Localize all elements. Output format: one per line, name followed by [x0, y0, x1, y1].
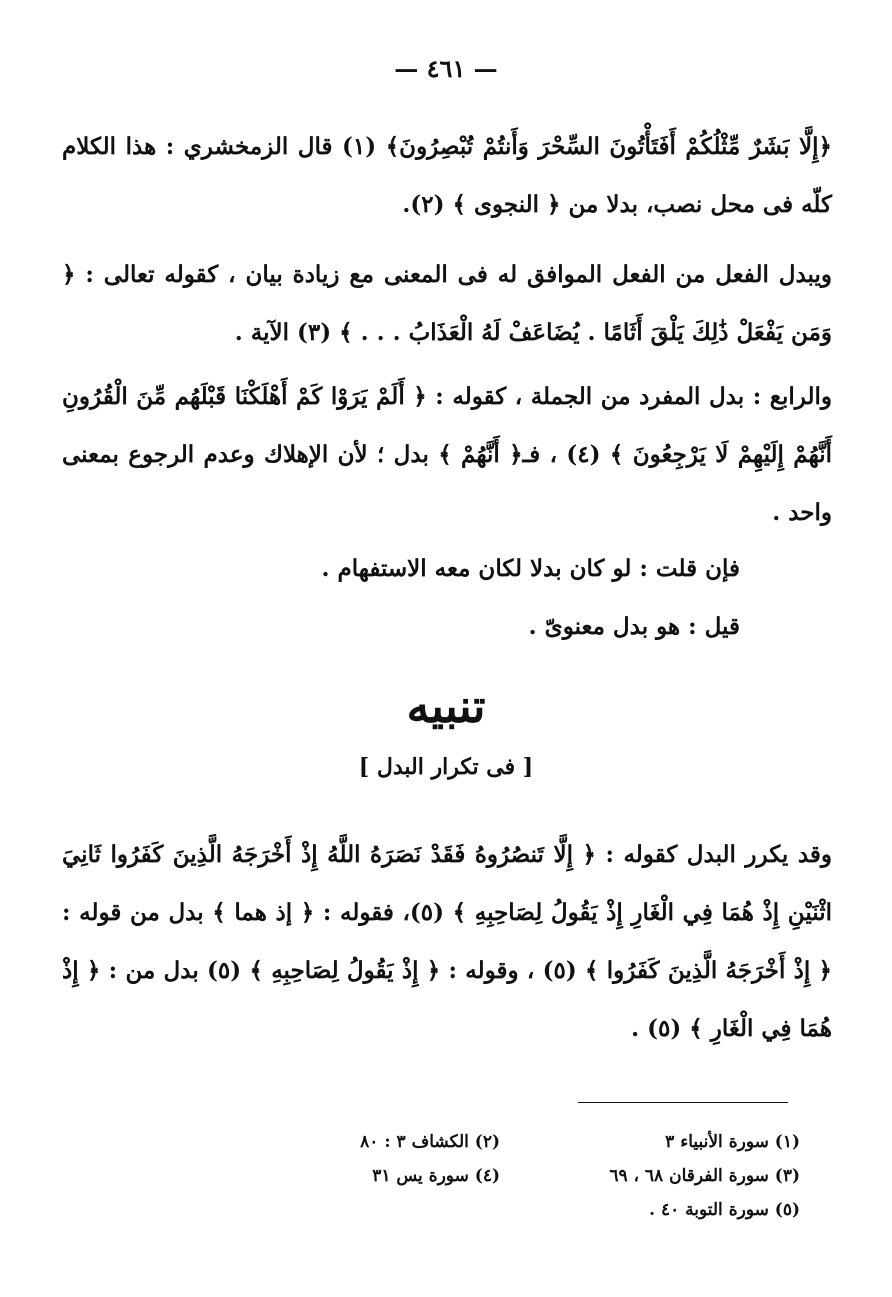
footnote-divider	[578, 1102, 788, 1103]
subheading-container	[0, 752, 892, 782]
footnotes	[240, 1128, 800, 1224]
paragraph-question: فإن قلت : لو كان بدلا لكان معه الاستفهام .	[321, 555, 740, 582]
footnote-2: (٢) الكشاف ٣ : ٨٠	[360, 1132, 500, 1152]
section-heading: تنبيه	[406, 679, 486, 733]
paragraph-fourth-type: والرابع : بدل المفرد من الجملة ، كقوله : ﴿ أَلَمْ يَرَوْا كَمْ أَهْلَكْنَا قَبْلَهُم مِّنَ الْقُرُونِ أَنَّهُمْ إِلَيْهِمْ لَا يَرْجِعُونَ ﴾ (٤) ، فـ﴿ أَنَّهُمْ ﴾ بدل ؛ لأن الإهلاك وعدم الرجوع بمعنى واحد .	[62, 383, 832, 526]
footnote-5: (٥) سورة التوبة ٤٠ .	[649, 1200, 800, 1220]
section-subheading: [ فى تكرار البدل ]	[358, 754, 534, 780]
paragraph-answer: قيل : هو بدل معنوىّ .	[528, 613, 740, 640]
footnote-4: (٤) سورة يس ٣١	[372, 1166, 500, 1186]
footnote-3: (٣) سورة الفرقان ٦٨ ، ٦٩	[609, 1166, 800, 1186]
paragraph-verb-substitution: ويبدل الفعل من الفعل الموافق له فى المعنى مع زيادة بيان ، كقوله تعالى : ﴿ وَمَن يَفْعَلْ ذَٰلِكَ يَلْقَ أَثَامًا . يُضَاعَفْ لَهُ الْعَذَابُ . . . ﴾ (٣) الآية .	[62, 261, 832, 346]
paragraph-repeated-substitution: وقد يكرر البدل كقوله : ﴿ إِلَّا تَنصُرُوهُ فَقَدْ نَصَرَهُ اللَّهُ إِذْ أَخْرَجَهُ الَّذِينَ كَفَرُوا ثَانِيَ اثْنَيْنِ إِذْ هُمَا فِي الْغَارِ إِذْ يَقُولُ لِصَاحِبِهِ ﴾ (٥)، فقوله : ﴿ إذ هما ﴾ بدل من قوله : ﴿ إِذْ أَخْرَجَهُ الَّذِينَ كَفَرُوا ﴾ (٥) ، وقوله : ﴿ إِذْ يَقُولُ لِصَاحِبِهِ ﴾ (٥) بدل من : ﴿ إِذْ هُمَا فِي الْغَارِ ﴾ (٥) .	[62, 841, 833, 1042]
paragraph-zamakhshari: ﴿إِلَّا بَشَرٌ مِّثْلُكُمْ أَفَتَأْتُونَ السِّحْرَ وَأَنتُمْ تُبْصِرُونَ﴾ (١) قال الزمخشري : هذا الكلام كلّه فى محل نصب، بدلا من ﴿ النجوى ﴾ (٢).	[62, 133, 832, 218]
page-number: — ٤٦١ —	[394, 54, 498, 83]
footnote-1: (١) سورة الأنبياء ٣	[665, 1132, 800, 1152]
